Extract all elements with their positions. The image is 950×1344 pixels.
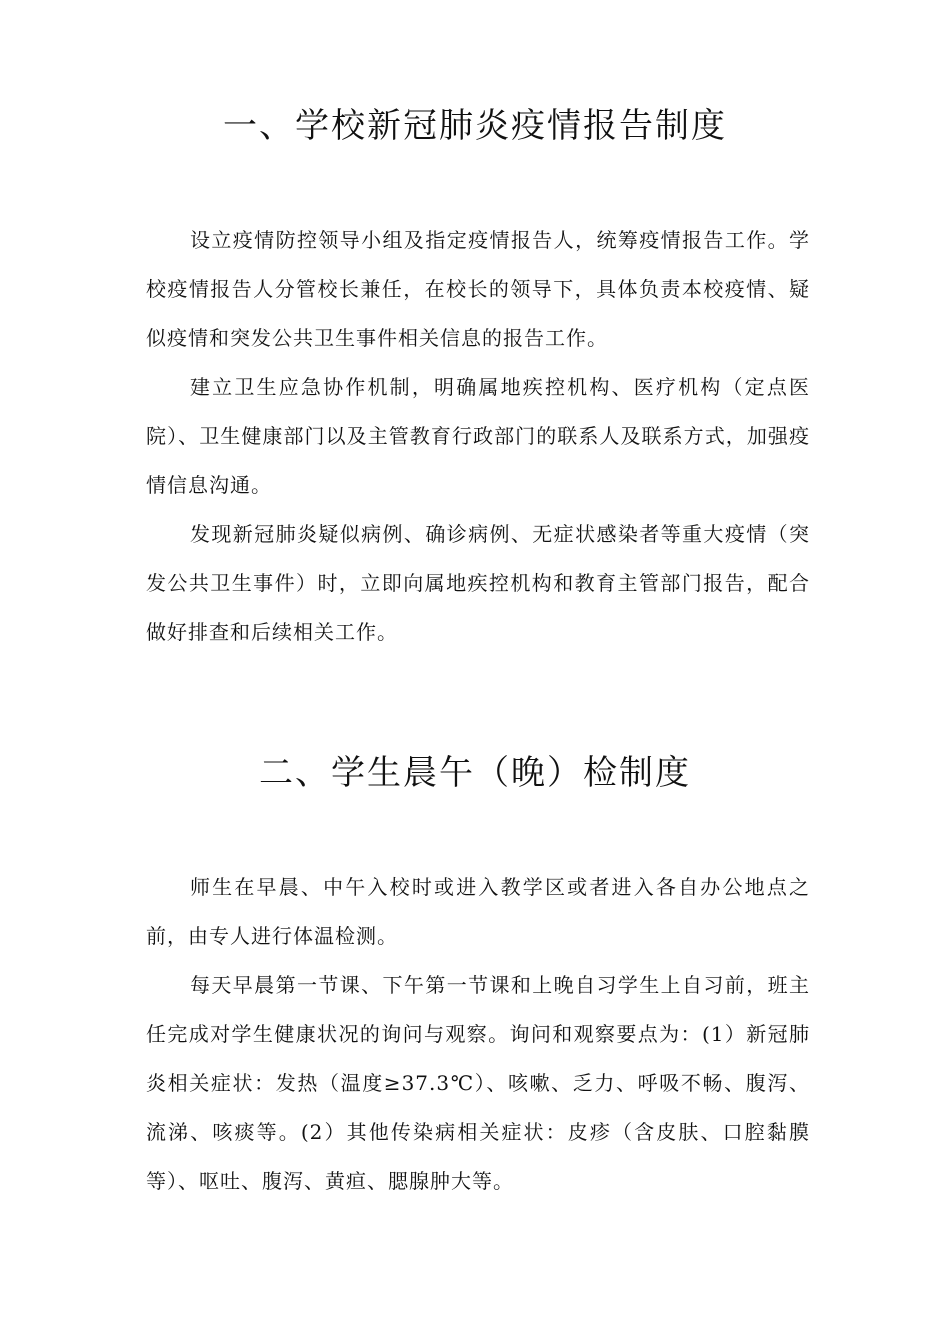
section-title-report-system: 一、学校新冠肺炎疫情报告制度: [223, 106, 727, 146]
section-title-health-check: 二、学生晨午（晚）检制度: [259, 753, 691, 793]
paragraph: 师生在早晨、中午入校时或进入教学区或者进入各自办公地点之前，由专人进行体温检测。: [146, 875, 810, 948]
paragraph: 建立卫生应急协作机制，明确属地疾控机构、医疗机构（定点医院）、卫生健康部门以及主管教育行政部门的联系人及联系方式，加强疫情信息沟通。: [146, 375, 810, 497]
paragraph: 每天早晨第一节课、下午第一节课和上晚自习学生上自习前，班主任完成对学生健康状况的询问与观察。询问和观察要点为：(1）新冠肺炎相关症状：发热（温度≥37.3℃）、咳嗽、乏力、呼吸不畅、腹泻、流涕、咳痰等。(2）其他传染病相关症状：皮疹（含皮肤、口腔黏膜等）、呕吐、腹泻、黄疸、腮腺肿大等。: [146, 973, 810, 1193]
paragraph: 设立疫情防控领导小组及指定疫情报告人，统筹疫情报告工作。学校疫情报告人分管校长兼任，在校长的领导下，具体负责本校疫情、疑似疫情和突发公共卫生事件相关信息的报告工作。: [146, 228, 810, 350]
paragraph: 发现新冠肺炎疑似病例、确诊病例、无症状感染者等重大疫情（突发公共卫生事件）时，立即向属地疾控机构和教育主管部门报告，配合做好排查和后续相关工作。: [146, 522, 810, 644]
section-body-health-check: [146, 863, 810, 1206]
section-body-report-system: [146, 216, 810, 657]
